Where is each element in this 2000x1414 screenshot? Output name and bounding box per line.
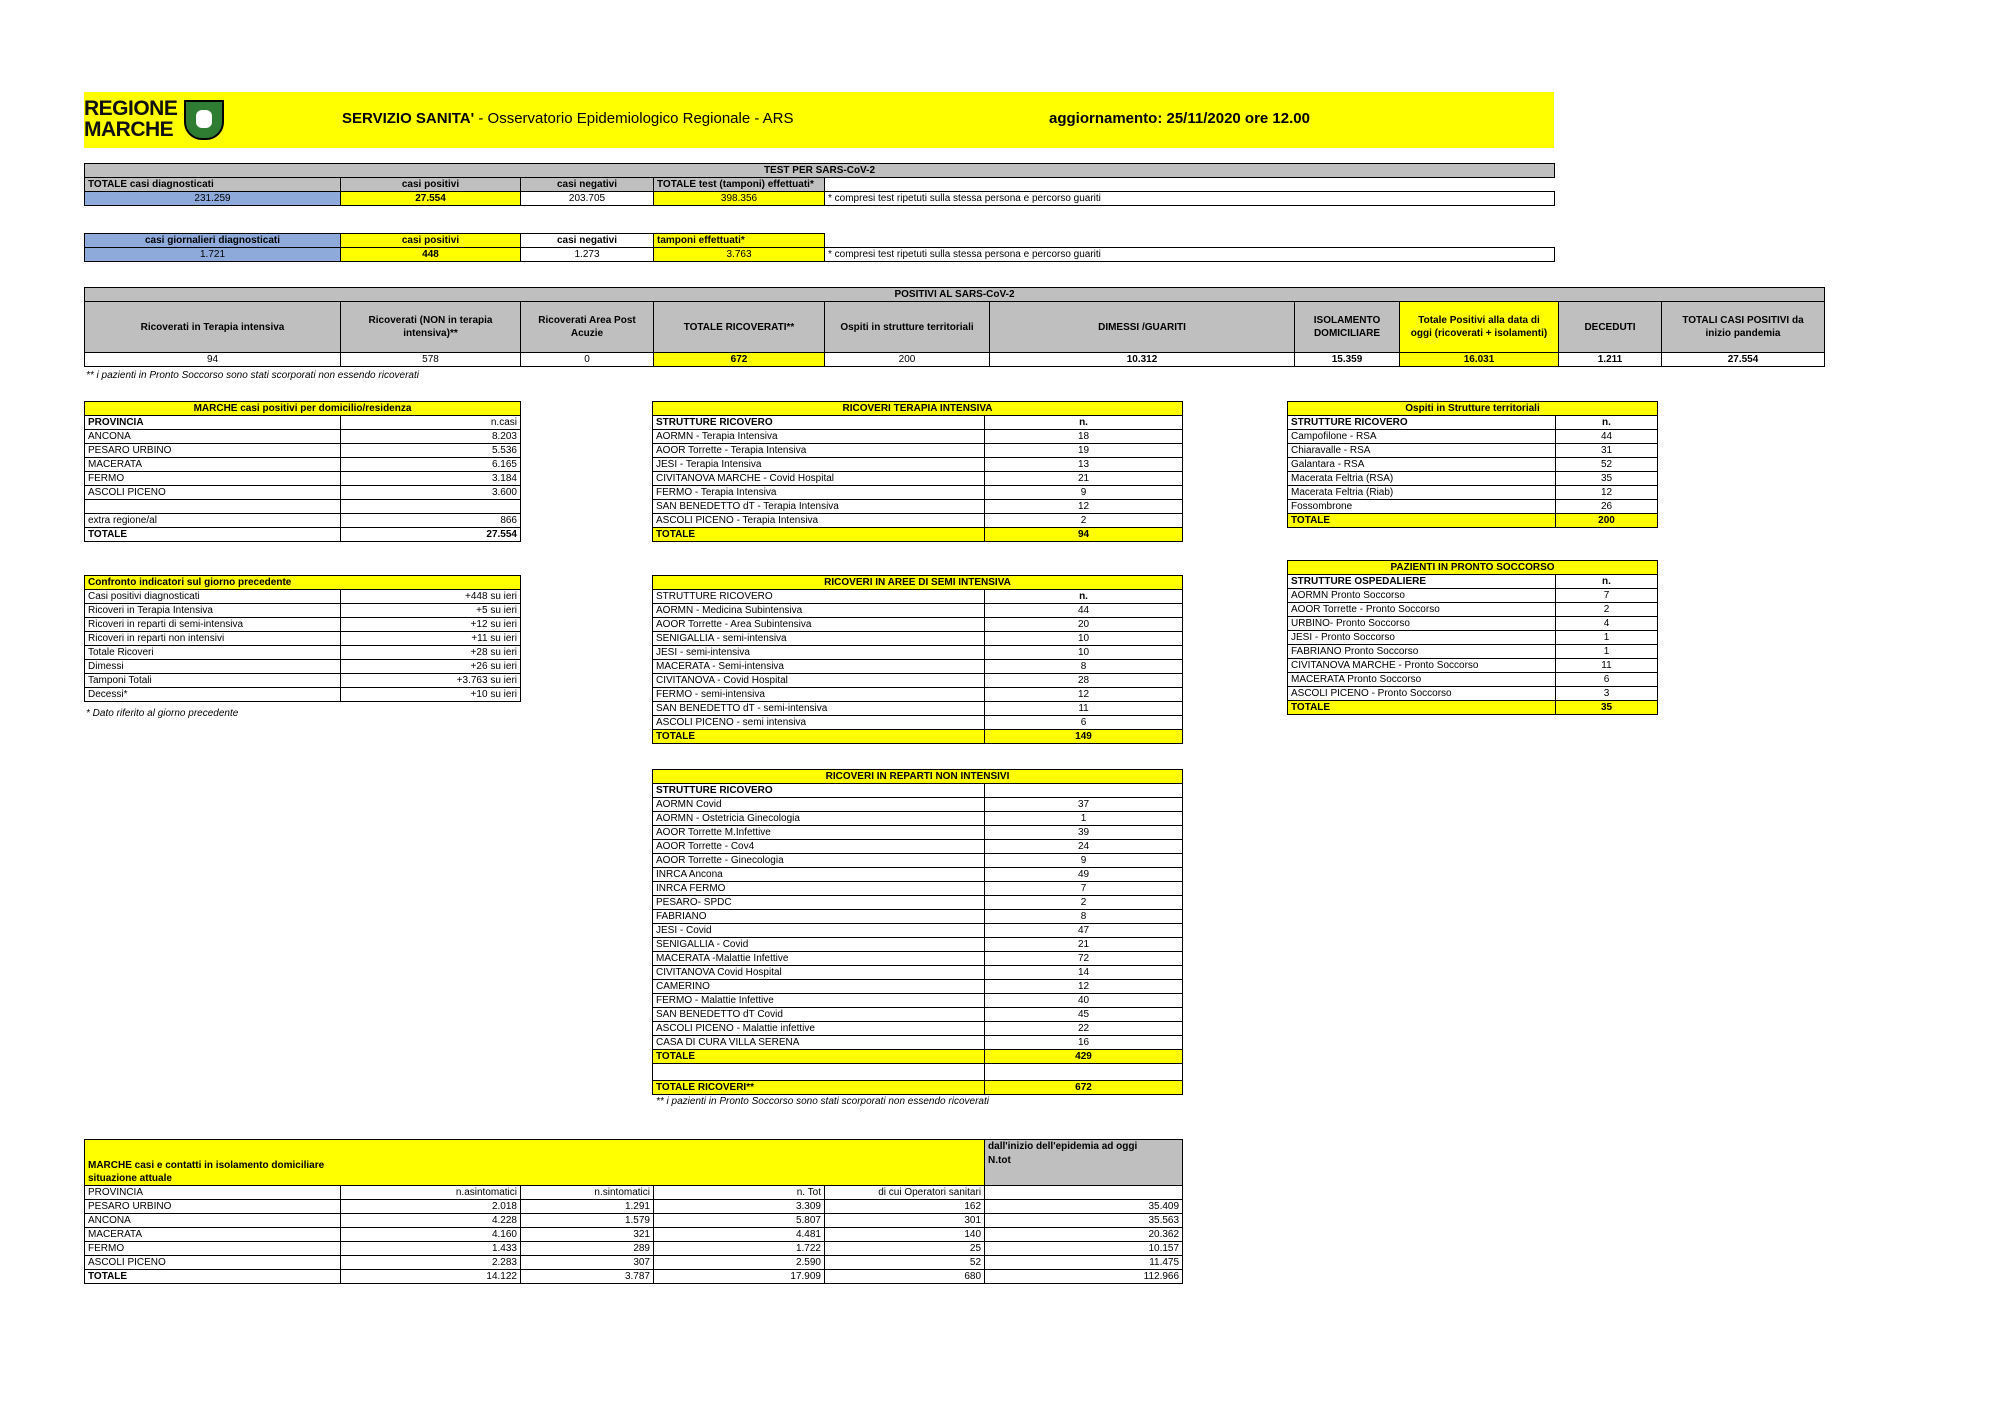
ospiti-table: Ospiti in Strutture territoriali STRUTTURE RICOVERO n. Campofilone - RSA 44 Chiaravalle - RSA 31 Galantara - RSA 52 Macerata Feltria (RSA) 35 Macerata Feltria (Riab) 12 Fossombrone 26 TOTALE 200 <box>1287 401 1658 528</box>
provincia-row <box>85 444 521 458</box>
nonint-row-s: AORMN Covid <box>653 798 985 812</box>
ps-row-n: 1 <box>1556 631 1658 645</box>
semi-row-n: 10 <box>985 646 1183 660</box>
positivi-v-nonti: 578 <box>341 353 521 367</box>
logo-line2: MARCHE <box>84 118 174 141</box>
ti-row <box>653 486 1183 500</box>
semi-row-s: CIVITANOVA - Covid Hospital <box>653 674 985 688</box>
isolamento-row <box>85 1228 1183 1242</box>
ti-row <box>653 458 1183 472</box>
nonint-row-s: SENIGALLIA - Covid <box>653 938 985 952</box>
nonint-row <box>653 910 1183 924</box>
nonint-row-s: FABRIANO <box>653 910 985 924</box>
positivi-v-postacuzie: 0 <box>521 353 654 367</box>
ps-row-s: ASCOLI PICENO - Pronto Soccorso <box>1288 687 1556 701</box>
ti-row-s: SAN BENEDETTO dT - Terapia Intensiva <box>653 500 985 514</box>
ti-row-n: 18 <box>985 430 1183 444</box>
nonint-row-s: CASA DI CURA VILLA SERENA <box>653 1036 985 1050</box>
isolamento-row-p: FERMO <box>85 1242 341 1256</box>
provincia-table: MARCHE casi positivi per domicilio/residenza PROVINCIA n.casi ANCONA 8.203 PESARO URBINO 5.536 MACERATA 6.165 FERMO 3.184 ASCOLI PICENO 3.600 extra regione/al 866 TOTALE 27.554 <box>84 401 521 542</box>
isolamento-row-t: 4.481 <box>654 1228 825 1242</box>
positivi-v-ti: 94 <box>85 353 341 367</box>
ospiti-row-n: 35 <box>1556 472 1658 486</box>
ospiti-row <box>1288 430 1658 444</box>
isolamento-row-a: 4.228 <box>341 1214 521 1228</box>
isolamento-row-n: 35.409 <box>985 1200 1183 1214</box>
confronto-row-v: +28 su ieri <box>341 646 521 660</box>
provincia-row-p <box>85 500 341 514</box>
ti-row-n: 12 <box>985 500 1183 514</box>
isolamento-table: MARCHE casi e contatti in isolamento domiciliare dall'inizio dell'epidemia ad oggi N.tot situazione attuale PROVINCIA n.asintomatici n.sintomatici n. Tot di cui Operatori sanitari PESARO URBINO 2.018 1.291 3.309 162 35.409 ANCONA 4.228 1.579 5.807 301 35.563 MACERATA 4.160 321 4.481 140 20.362 FERMO 1.433 289 1.722 25 10.157 ASCOLI PICENO 2.283 307 2.590 52 11.475 TOTALE 14.122 3.787 17.909 680 112.966 <box>84 1139 1183 1284</box>
confronto-note: * Dato riferito al giorno precedente <box>86 708 239 719</box>
isolamento-row-n: 35.563 <box>985 1214 1183 1228</box>
ospiti-totale: 200 <box>1556 514 1658 528</box>
provincia-row-p: MACERATA <box>85 458 341 472</box>
nonint-row <box>653 924 1183 938</box>
ps-row-n: 6 <box>1556 673 1658 687</box>
ospiti-row <box>1288 500 1658 514</box>
confronto-row-v: +448 su ieri <box>341 590 521 604</box>
ps-row-s: CIVITANOVA MARCHE - Pronto Soccorso <box>1288 659 1556 673</box>
isolamento-row-o: 140 <box>825 1228 985 1242</box>
nonint-row <box>653 1036 1183 1050</box>
isolamento-row <box>85 1214 1183 1228</box>
ti-row-n: 13 <box>985 458 1183 472</box>
provincia-row <box>85 500 521 514</box>
ospiti-title: Ospiti in Strutture territoriali <box>1288 402 1658 416</box>
isolamento-row-t: 1.722 <box>654 1242 825 1256</box>
nonint-row-n: 9 <box>985 854 1183 868</box>
positivi-v-totcasi: 27.554 <box>1662 353 1825 367</box>
ps-table: PAZIENTI IN PRONTO SOCCORSO STRUTTURE OSPEDALIERE n. AORMN Pronto Soccorso 7 AOOR Torrette - Pronto Soccorso 2 URBINO- Pronto Soccorso 4 JESI - Pronto Soccorso 1 FABRIANO Pronto Soccorso 1 CIVITANOVA MARCHE - Pronto Soccorso 11 MACERATA Pronto Soccorso 6 ASCOLI PICENO - Pronto Soccorso 3 TOTALE 35 <box>1287 560 1658 715</box>
ti-totale: 94 <box>985 528 1183 542</box>
ps-row <box>1288 687 1658 701</box>
positivi-v-deceduti: 1.211 <box>1559 353 1662 367</box>
ps-row <box>1288 631 1658 645</box>
nonint-row-n: 2 <box>985 896 1183 910</box>
isolamento-row <box>85 1200 1183 1214</box>
daily-value-tamponi: 3.763 <box>654 248 825 262</box>
confronto-title: Confronto indicatori sul giorno precedente <box>85 576 521 590</box>
nonint-row <box>653 868 1183 882</box>
semi-row-s: FERMO - semi-intensiva <box>653 688 985 702</box>
nonint-row <box>653 980 1183 994</box>
nonint-row-n: 22 <box>985 1022 1183 1036</box>
semi-row-s: AOOR Torrette - Area Subintensiva <box>653 618 985 632</box>
nonint-row <box>653 826 1183 840</box>
ospiti-row-n: 26 <box>1556 500 1658 514</box>
nonint-row <box>653 994 1183 1008</box>
positivi-v-dimessi: 10.312 <box>990 353 1295 367</box>
semi-row-n: 11 <box>985 702 1183 716</box>
ps-row-n: 11 <box>1556 659 1658 673</box>
test-header-tamponi: TOTALE test (tamponi) effettuati* <box>654 178 825 192</box>
isolamento-row-a: 1.433 <box>341 1242 521 1256</box>
nonint-row <box>653 882 1183 896</box>
confronto-row-v: +3.763 su ieri <box>341 674 521 688</box>
ospiti-row-n: 31 <box>1556 444 1658 458</box>
test-header-positivi: casi positivi <box>341 178 521 192</box>
nonint-row-n: 37 <box>985 798 1183 812</box>
semi-row <box>653 660 1183 674</box>
nonint-row-n: 16 <box>985 1036 1183 1050</box>
provincia-totale: 27.554 <box>341 528 521 542</box>
semi-row <box>653 716 1183 730</box>
nonint-row-n: 47 <box>985 924 1183 938</box>
provincia-row-p: PESARO URBINO <box>85 444 341 458</box>
positivi-h-ti: Ricoverati in Terapia intensiva <box>85 302 341 353</box>
ti-row <box>653 514 1183 528</box>
test-header-negativi: casi negativi <box>521 178 654 192</box>
ps-row-n: 4 <box>1556 617 1658 631</box>
ospiti-row-s: Macerata Feltria (RSA) <box>1288 472 1556 486</box>
ospiti-row <box>1288 486 1658 500</box>
nonint-row-n: 49 <box>985 868 1183 882</box>
semi-row <box>653 632 1183 646</box>
regione-marche-logo <box>84 98 234 144</box>
nonint-row-n: 7 <box>985 882 1183 896</box>
semi-row-s: SENIGALLIA - semi-intensiva <box>653 632 985 646</box>
isolamento-row-n: 11.475 <box>985 1256 1183 1270</box>
isolamento-row-p: ASCOLI PICENO <box>85 1256 341 1270</box>
ps-row <box>1288 645 1658 659</box>
ti-row <box>653 500 1183 514</box>
isolamento-row-n: 10.157 <box>985 1242 1183 1256</box>
nonint-title: RICOVERI IN REPARTI NON INTENSIVI <box>653 770 1183 784</box>
ps-title: PAZIENTI IN PRONTO SOCCORSO <box>1288 561 1658 575</box>
nonint-row-n: 39 <box>985 826 1183 840</box>
provincia-row-n: 8.203 <box>341 430 521 444</box>
nonint-row-n: 21 <box>985 938 1183 952</box>
isolamento-row-p: ANCONA <box>85 1214 341 1228</box>
provincia-row-p: extra regione/al <box>85 514 341 528</box>
nonint-row <box>653 854 1183 868</box>
nonint-row <box>653 840 1183 854</box>
provincia-row-n: 3.184 <box>341 472 521 486</box>
nonint-row-s: FERMO - Malattie Infettive <box>653 994 985 1008</box>
ps-row <box>1288 673 1658 687</box>
ospiti-row-s: Fossombrone <box>1288 500 1556 514</box>
nonint-row-s: ASCOLI PICENO - Malattie infettive <box>653 1022 985 1036</box>
confronto-row-l: Tamponi Totali <box>85 674 341 688</box>
confronto-row <box>85 674 521 688</box>
confronto-table <box>84 575 521 702</box>
isolamento-row <box>85 1256 1183 1270</box>
provincia-row-n: 3.600 <box>341 486 521 500</box>
positivi-h-deceduti: DECEDUTI <box>1559 302 1662 353</box>
ps-row <box>1288 589 1658 603</box>
positivi-table: POSITIVI AL SARS-CoV-2 Ricoverati in Terapia intensiva Ricoverati (NON in terapia intensiva)** Ricoverati Area Post Acuzie TOTALE RICOVERATI** Ospiti in strutture territoriali DIMESSI /GUARITI ISOLAMENTO DOMICILIARE Totale Positivi alla data di oggi (ricoverati + isolamenti) DECEDUTI TOTALI CASI POSITIVI da inizio pandemia 94 578 0 672 200 10.312 15.359 16.031 1.211 27.554 <box>84 287 1825 367</box>
isolamento-row-p: MACERATA <box>85 1228 341 1242</box>
semi-row <box>653 702 1183 716</box>
ps-row-s: JESI - Pronto Soccorso <box>1288 631 1556 645</box>
ti-row-s: AOOR Torrette - Terapia Intensiva <box>653 444 985 458</box>
confronto-row <box>85 604 521 618</box>
nonint-row-n: 45 <box>985 1008 1183 1022</box>
ospiti-row <box>1288 458 1658 472</box>
nonint-row-s: AOOR Torrette M.Infettive <box>653 826 985 840</box>
ps-row <box>1288 617 1658 631</box>
ti-row-s: AORMN - Terapia Intensiva <box>653 430 985 444</box>
nonint-row <box>653 952 1183 966</box>
confronto-row <box>85 660 521 674</box>
isolamento-subtitle: situazione attuale <box>85 1172 985 1186</box>
provincia-title: MARCHE casi positivi per domicilio/residenza <box>85 402 521 416</box>
nonint-row-s: PESARO- SPDC <box>653 896 985 910</box>
semi-row-s: AORMN - Medicina Subintensiva <box>653 604 985 618</box>
ti-row-s: FERMO - Terapia Intensiva <box>653 486 985 500</box>
nonint-row <box>653 1008 1183 1022</box>
isolamento-row <box>85 1242 1183 1256</box>
confronto-row-v: +5 su ieri <box>341 604 521 618</box>
isolamento-title: MARCHE casi e contatti in isolamento domiciliare <box>85 1140 985 1173</box>
isolamento-row-t: 5.807 <box>654 1214 825 1228</box>
test-value-totale: 231.259 <box>85 192 341 206</box>
nonint-row-n: 8 <box>985 910 1183 924</box>
isolamento-row-o: 25 <box>825 1242 985 1256</box>
ospiti-row-s: Campofilone - RSA <box>1288 430 1556 444</box>
confronto-row-l: Ricoveri in reparti non intensivi <box>85 632 341 646</box>
test-value-tamponi: 398.356 <box>654 192 825 206</box>
nonint-table: RICOVERI IN REPARTI NON INTENSIVI STRUTTURE RICOVERO AORMN Covid 37 AORMN - Ostetricia Ginecologia 1 AOOR Torrette M.Infettive 39 AOOR Torrette - Cov4 24 AOOR Torrette - Ginecologia 9 INRCA Ancona 49 INRCA FERMO 7 PESARO- SPDC 2 FABRIANO 8 JESI - Covid 47 SENIGALLIA - Covid 21 MACERATA -Malattie Infettive 72 CIVITANOVA Covid Hospital 14 CAMERINO 12 FERMO - Malattie Infettive 40 SAN BENEDETTO dT Covid 45 ASCOLI PICENO - Malattie infettive 22 CASA DI CURA VILLA SERENA 16 TOTALE 429 TOTALE RICOVERI** 672 <box>652 769 1183 1095</box>
isolamento-row-a: 2.283 <box>341 1256 521 1270</box>
positivi-note: ** i pazienti in Pronto Soccorso sono stati scorporati non essendo ricoverati <box>86 370 419 381</box>
positivi-v-isolamento: 15.359 <box>1295 353 1400 367</box>
nonint-note: ** i pazienti in Pronto Soccorso sono stati scorporati non essendo ricoverati <box>656 1096 989 1107</box>
confronto-row-l: Ricoveri in Terapia Intensiva <box>85 604 341 618</box>
test-value-positivi: 27.554 <box>341 192 521 206</box>
positivi-title: POSITIVI AL SARS-CoV-2 <box>85 288 1825 302</box>
confronto-row-l: Totale Ricoveri <box>85 646 341 660</box>
isolamento-row-t: 3.309 <box>654 1200 825 1214</box>
isolamento-row-s: 289 <box>521 1242 654 1256</box>
isolamento-row-s: 307 <box>521 1256 654 1270</box>
nonint-row-n: 12 <box>985 980 1183 994</box>
positivi-h-totric: TOTALE RICOVERATI** <box>654 302 825 353</box>
semi-row-n: 10 <box>985 632 1183 646</box>
semi-row-s: MACERATA - Semi-intensiva <box>653 660 985 674</box>
nonint-row-s: AORMN - Ostetricia Ginecologia <box>653 812 985 826</box>
ospiti-row <box>1288 444 1658 458</box>
nonint-row-s: MACERATA -Malattie Infettive <box>653 952 985 966</box>
isolamento-row-p: PESARO URBINO <box>85 1200 341 1214</box>
ti-row-s: CIVITANOVA MARCHE - Covid Hospital <box>653 472 985 486</box>
ps-row-s: FABRIANO Pronto Soccorso <box>1288 645 1556 659</box>
semi-row <box>653 688 1183 702</box>
nonint-row <box>653 896 1183 910</box>
semi-row-n: 20 <box>985 618 1183 632</box>
daily-table <box>84 233 1555 262</box>
positivi-v-ospiti: 200 <box>825 353 990 367</box>
ti-row-n: 2 <box>985 514 1183 528</box>
confronto-row-v: +11 su ieri <box>341 632 521 646</box>
ps-row-n: 3 <box>1556 687 1658 701</box>
ps-totale: 35 <box>1556 701 1658 715</box>
positivi-v-totric: 672 <box>654 353 825 367</box>
nonint-row-s: JESI - Covid <box>653 924 985 938</box>
nonint-row-n: 40 <box>985 994 1183 1008</box>
daily-header-positivi: casi positivi <box>341 234 521 248</box>
shield-icon <box>184 100 224 140</box>
nonint-row <box>653 812 1183 826</box>
ps-row <box>1288 659 1658 673</box>
provincia-row-n: 866 <box>341 514 521 528</box>
confronto-row-l: Casi positivi diagnosticati <box>85 590 341 604</box>
ti-row <box>653 472 1183 486</box>
isolamento-row-o: 301 <box>825 1214 985 1228</box>
semi-totale: 149 <box>985 730 1183 744</box>
ti-row-s: JESI - Terapia Intensiva <box>653 458 985 472</box>
provincia-row <box>85 430 521 444</box>
provincia-row-p: ANCONA <box>85 430 341 444</box>
confronto-row-l: Decessi* <box>85 688 341 702</box>
ospiti-row <box>1288 472 1658 486</box>
confronto-row <box>85 590 521 604</box>
ti-row-n: 19 <box>985 444 1183 458</box>
test-title: TEST PER SARS-CoV-2 <box>85 164 1555 178</box>
confronto-row <box>85 618 521 632</box>
ti-row-n: 9 <box>985 486 1183 500</box>
page-title: SERVIZIO SANITA' - Osservatorio Epidemiologico Regionale - ARS <box>342 110 794 127</box>
test-table <box>84 163 1555 206</box>
semi-row-s: SAN BENEDETTO dT - semi-intensiva <box>653 702 985 716</box>
nonint-row-s: SAN BENEDETTO dT Covid <box>653 1008 985 1022</box>
test-value-negativi: 203.705 <box>521 192 654 206</box>
nonint-row <box>653 798 1183 812</box>
test-header-totale: TOTALE casi diagnosticati <box>85 178 341 192</box>
ps-row-s: AOOR Torrette - Pronto Soccorso <box>1288 603 1556 617</box>
nonint-row-s: CAMERINO <box>653 980 985 994</box>
isolamento-row-s: 1.579 <box>521 1214 654 1228</box>
positivi-h-dimessi: DIMESSI /GUARITI <box>990 302 1295 353</box>
ti-table: RICOVERI TERAPIA INTENSIVA STRUTTURE RICOVERO n. AORMN - Terapia Intensiva 18 AOOR Torrette - Terapia Intensiva 19 JESI - Terapia Intensiva 13 CIVITANOVA MARCHE - Covid Hospital 21 FERMO - Terapia Intensiva 9 SAN BENEDETTO dT - Terapia Intensiva 12 ASCOLI PICENO - Terapia Intensiva 2 TOTALE 94 <box>652 401 1183 542</box>
semi-table: RICOVERI IN AREE DI SEMI INTENSIVA STRUTTURE RICOVERO n. AORMN - Medicina Subintensiva 44 AOOR Torrette - Area Subintensiva 20 SENIGALLIA - semi-intensiva 10 JESI - semi-intensiva 10 MACERATA - Semi-intensiva 8 CIVITANOVA - Covid Hospital 28 FERMO - semi-intensiva 12 SAN BENEDETTO dT - semi-intensiva 11 ASCOLI PICENO - semi intensiva 6 TOTALE 149 <box>652 575 1183 744</box>
confronto-row-v: +12 su ieri <box>341 618 521 632</box>
update-date: aggiornamento: 25/11/2020 ore 12.00 <box>1049 110 1310 127</box>
nonint-totale: 429 <box>985 1050 1183 1064</box>
daily-value-negativi: 1.273 <box>521 248 654 262</box>
provincia-row <box>85 486 521 500</box>
confronto-row-v: +10 su ieri <box>341 688 521 702</box>
confronto-row <box>85 646 521 660</box>
ti-row-s: ASCOLI PICENO - Terapia Intensiva <box>653 514 985 528</box>
nonint-row-s: INRCA FERMO <box>653 882 985 896</box>
ti-row <box>653 444 1183 458</box>
ospiti-row-s: Chiaravalle - RSA <box>1288 444 1556 458</box>
isolamento-row-a: 4.160 <box>341 1228 521 1242</box>
semi-row-n: 6 <box>985 716 1183 730</box>
semi-title: RICOVERI IN AREE DI SEMI INTENSIVA <box>653 576 1183 590</box>
logo-line1: REGIONE <box>84 97 178 120</box>
confronto-row-l: Ricoveri in reparti di semi-intensiva <box>85 618 341 632</box>
provincia-row-n <box>341 500 521 514</box>
nonint-row <box>653 966 1183 980</box>
totale-ricoveri: 672 <box>985 1081 1183 1095</box>
semi-row <box>653 618 1183 632</box>
daily-note: * compresi test ripetuti sulla stessa persona e percorso guariti <box>825 248 1555 262</box>
positivi-v-totpos: 16.031 <box>1400 353 1559 367</box>
semi-row <box>653 646 1183 660</box>
confronto-row <box>85 632 521 646</box>
semi-row-s: JESI - semi-intensiva <box>653 646 985 660</box>
provincia-row-p: ASCOLI PICENO <box>85 486 341 500</box>
ps-row-s: MACERATA Pronto Soccorso <box>1288 673 1556 687</box>
positivi-h-ospiti: Ospiti in strutture territoriali <box>825 302 990 353</box>
ospiti-row-n: 12 <box>1556 486 1658 500</box>
daily-header-negativi: casi negativi <box>521 234 654 248</box>
daily-value-totale: 1.721 <box>85 248 341 262</box>
ti-row-n: 21 <box>985 472 1183 486</box>
isolamento-row-n: 20.362 <box>985 1228 1183 1242</box>
ps-row-s: URBINO- Pronto Soccorso <box>1288 617 1556 631</box>
ospiti-row-n: 44 <box>1556 430 1658 444</box>
nonint-row-s: INRCA Ancona <box>653 868 985 882</box>
nonint-row <box>653 938 1183 952</box>
nonint-row-n: 1 <box>985 812 1183 826</box>
ospiti-row-s: Macerata Feltria (Riab) <box>1288 486 1556 500</box>
ps-row <box>1288 603 1658 617</box>
confronto-row-l: Dimessi <box>85 660 341 674</box>
header-banner <box>84 92 1554 148</box>
confronto-row-v: +26 su ieri <box>341 660 521 674</box>
ps-row-n: 2 <box>1556 603 1658 617</box>
semi-row-n: 44 <box>985 604 1183 618</box>
test-note: * compresi test ripetuti sulla stessa persona e percorso guariti <box>825 192 1555 206</box>
nonint-row-n: 14 <box>985 966 1183 980</box>
isolamento-row-s: 321 <box>521 1228 654 1242</box>
provincia-row <box>85 472 521 486</box>
semi-row <box>653 674 1183 688</box>
ospiti-row-n: 52 <box>1556 458 1658 472</box>
isolamento-row-a: 2.018 <box>341 1200 521 1214</box>
semi-row-n: 8 <box>985 660 1183 674</box>
isolamento-row-t: 2.590 <box>654 1256 825 1270</box>
semi-row-n: 28 <box>985 674 1183 688</box>
ti-title: RICOVERI TERAPIA INTENSIVA <box>653 402 1183 416</box>
nonint-row-s: AOOR Torrette - Ginecologia <box>653 854 985 868</box>
nonint-row <box>653 1022 1183 1036</box>
isolamento-row-o: 162 <box>825 1200 985 1214</box>
ps-row-s: AORMN Pronto Soccorso <box>1288 589 1556 603</box>
ps-row-n: 1 <box>1556 645 1658 659</box>
semi-row-n: 12 <box>985 688 1183 702</box>
isolamento-row-o: 52 <box>825 1256 985 1270</box>
provincia-row <box>85 458 521 472</box>
provincia-row <box>85 514 521 528</box>
isolamento-row-s: 1.291 <box>521 1200 654 1214</box>
ps-row-n: 7 <box>1556 589 1658 603</box>
nonint-row-n: 24 <box>985 840 1183 854</box>
semi-row <box>653 604 1183 618</box>
provincia-row-p: FERMO <box>85 472 341 486</box>
semi-row-s: ASCOLI PICENO - semi intensiva <box>653 716 985 730</box>
daily-header-tamponi: tamponi effettuati* <box>654 234 825 248</box>
confronto-row <box>85 688 521 702</box>
nonint-row-s: AOOR Torrette - Cov4 <box>653 840 985 854</box>
daily-header-totale: casi giornalieri diagnosticati <box>85 234 341 248</box>
provincia-row-n: 5.536 <box>341 444 521 458</box>
daily-value-positivi: 448 <box>341 248 521 262</box>
nonint-row-s: CIVITANOVA Covid Hospital <box>653 966 985 980</box>
ti-row <box>653 430 1183 444</box>
ospiti-row-s: Galantara - RSA <box>1288 458 1556 472</box>
provincia-row-n: 6.165 <box>341 458 521 472</box>
nonint-row-n: 72 <box>985 952 1183 966</box>
